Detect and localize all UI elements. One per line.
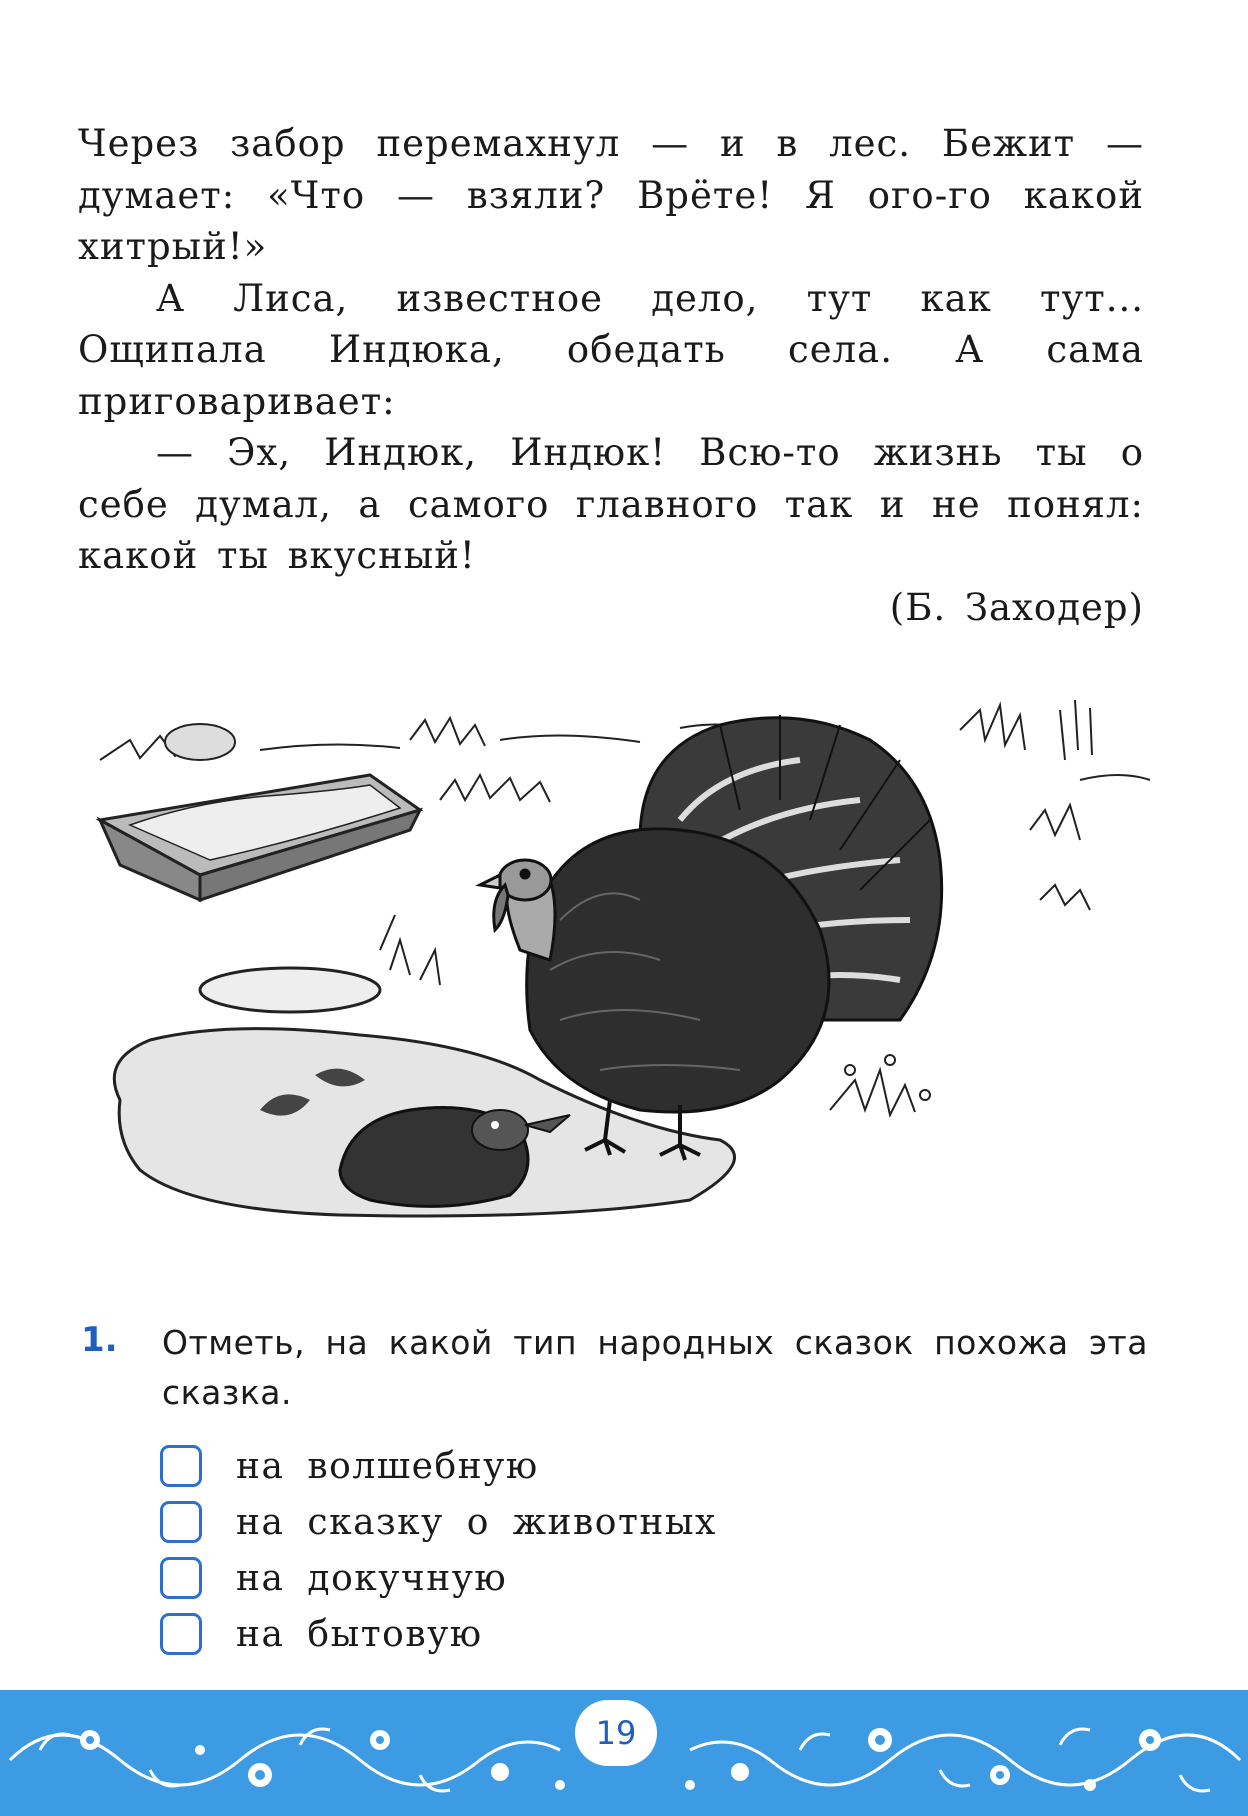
question-text: Отметь, на какой тип народных сказок похожа эта сказка.	[162, 1323, 1148, 1412]
option-3-label: на докучную	[236, 1557, 508, 1599]
option-3-checkbox[interactable]	[160, 1557, 202, 1599]
flower-tuft	[830, 1055, 930, 1115]
option-2-checkbox[interactable]	[160, 1501, 202, 1543]
answer-options	[160, 1438, 717, 1662]
story-paragraph-3: — Эх, Индюк, Индюк! Всю-то жизнь ты о себе думал, а самого главного так и не понял: какой ты вкусный!	[78, 431, 1144, 577]
story-text	[78, 118, 1144, 633]
small-puddle	[200, 968, 380, 1012]
option-1[interactable]	[160, 1438, 717, 1494]
turkey-illustration	[80, 700, 1155, 1220]
feeding-trough	[100, 775, 420, 900]
option-2-label: на сказку о животных	[236, 1501, 717, 1543]
option-3[interactable]	[160, 1550, 717, 1606]
option-4[interactable]	[160, 1606, 717, 1662]
option-4-label: на бытовую	[236, 1613, 483, 1655]
option-1-checkbox[interactable]	[160, 1445, 202, 1487]
question-number: 1.	[81, 1320, 118, 1360]
option-4-checkbox[interactable]	[160, 1613, 202, 1655]
story-author: (Б. Заходер)	[889, 585, 1144, 629]
story-paragraph-2: А Лиса, известное дело, тут как тут... Ощипала Индюка, обедать села. А сама приговаривает:	[78, 276, 1144, 423]
option-1-label: на волшебную	[236, 1445, 539, 1487]
option-2[interactable]	[160, 1494, 717, 1550]
story-paragraph-1: Через забор перемахнул — и в лес. Бежит — думает: «Что — взяли? Врёте! Я ого-го какой хитрый!»	[78, 122, 1144, 268]
page-number: 19	[575, 1700, 657, 1766]
